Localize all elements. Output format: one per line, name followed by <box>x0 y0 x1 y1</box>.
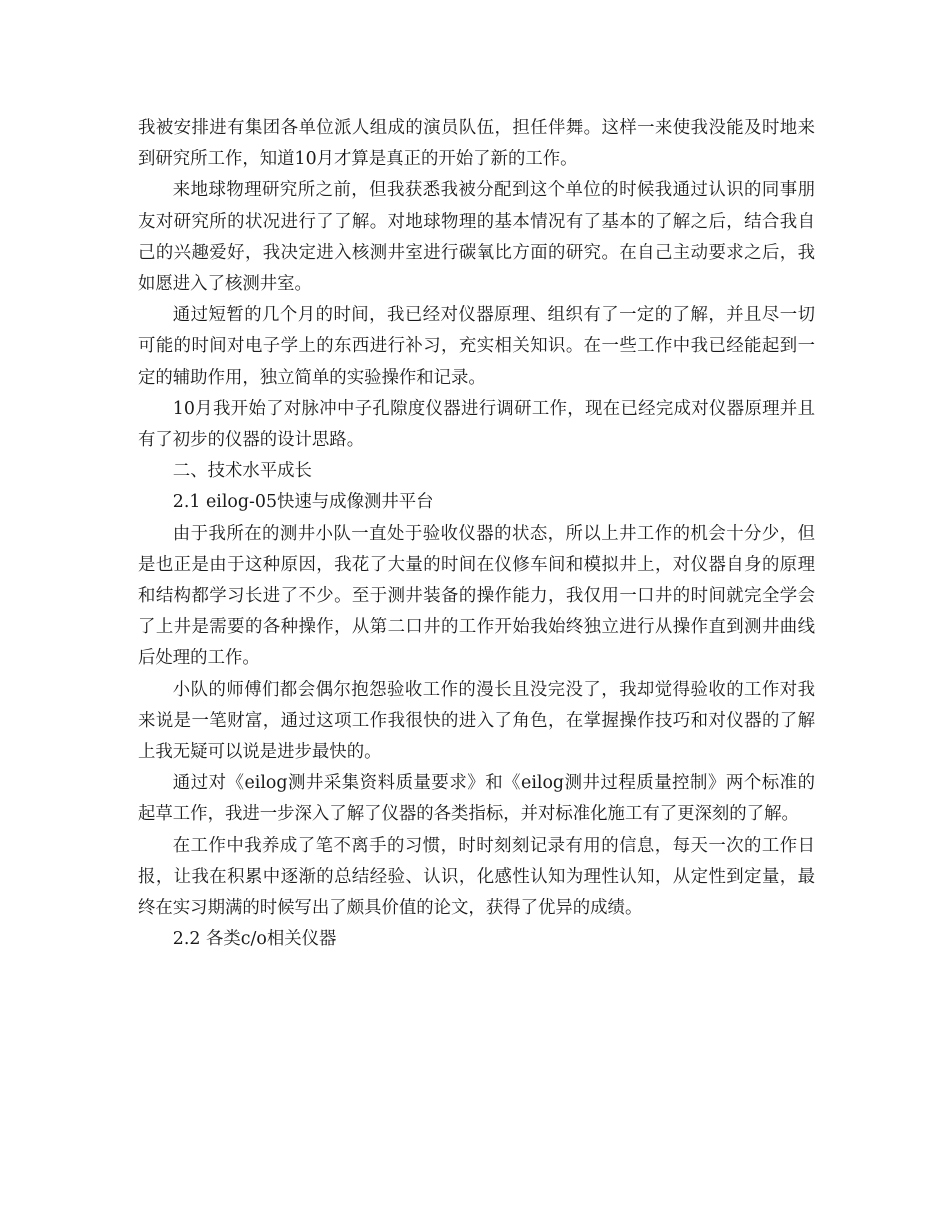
subsection-heading-2-1: 2.1 eilog-05快速与成像测井平台 <box>172 492 434 513</box>
paragraph-2: 来地球物理研究所之前，但我获悉我被分配到这个单位的时候我通过认识的同事朋友对研究所的状况进行了了解。对地球物理的基本情况有了基本的了解之后，结合我自己的兴趣爱好，我决定进入核测井室进行碳氧比方面的研究。在自己主动要求之后，我如愿进入了核测井室。 <box>138 180 815 295</box>
paragraph-8: 在工作中我养成了笔不离手的习惯，时时刻刻记录有用的信息，每天一次的工作日报，让我在积累中逐渐的总结经验、认识，化感性认知为理性认知，从定性到定量，最终在实习期满的时候写出了颇具价值的论文，获得了优异的成绩。 <box>138 835 815 919</box>
paragraph-7: 通过对《eilog测井采集资料质量要求》和《eilog测井过程质量控制》两个标准的起草工作，我进一步深入了解了仪器的各类指标，并对标准化施工有了更深刻的了解。 <box>138 773 815 825</box>
document-page <box>138 113 815 955</box>
paragraph-6: 小队的师傅们都会偶尔抱怨验收工作的漫长且没完没了，我却觉得验收的工作对我来说是一笔财富，通过这项工作我很快的进入了角色，在掌握操作技巧和对仪器的了解上我无疑可以说是进步最快的。 <box>138 679 815 763</box>
section-heading: 二、技术水平成长 <box>172 461 312 482</box>
subsection-heading-2-2: 2.2 各类c/o相关仪器 <box>172 929 337 950</box>
paragraph-4: 10月我开始了对脉冲中子孔隙度仪器进行调研工作，现在已经完成对仪器原理并且有了初步的仪器的设计思路。 <box>138 398 815 451</box>
paragraph-3: 通过短暂的几个月的时间，我已经对仪器原理、组织有了一定的了解，并且尽一切可能的时间对电子学上的东西进行补习，充实相关知识。在一些工作中我已经能起到一定的辅助作用，独立简单的实验操作和记录。 <box>138 305 815 388</box>
paragraph-1: 我被安排进有集团各单位派人组成的演员队伍，担任伴舞。这样一来使我没能及时地来到研究所工作，知道10月才算是真正的开始了新的工作。 <box>138 118 815 170</box>
paragraph-5: 由于我所在的测井小队一直处于验收仪器的状态，所以上井工作的机会十分少，但是也正是由于这种原因，我花了大量的时间在仪修车间和模拟井上，对仪器自身的原理和结构都学习长进了不少。至于测井装备的操作能力，我仅用一口井的时间就完全学会了上井是需要的各种操作，从第二口井的工作开始我始终独立进行从操作直到测井曲线后处理的工作。 <box>138 523 815 669</box>
